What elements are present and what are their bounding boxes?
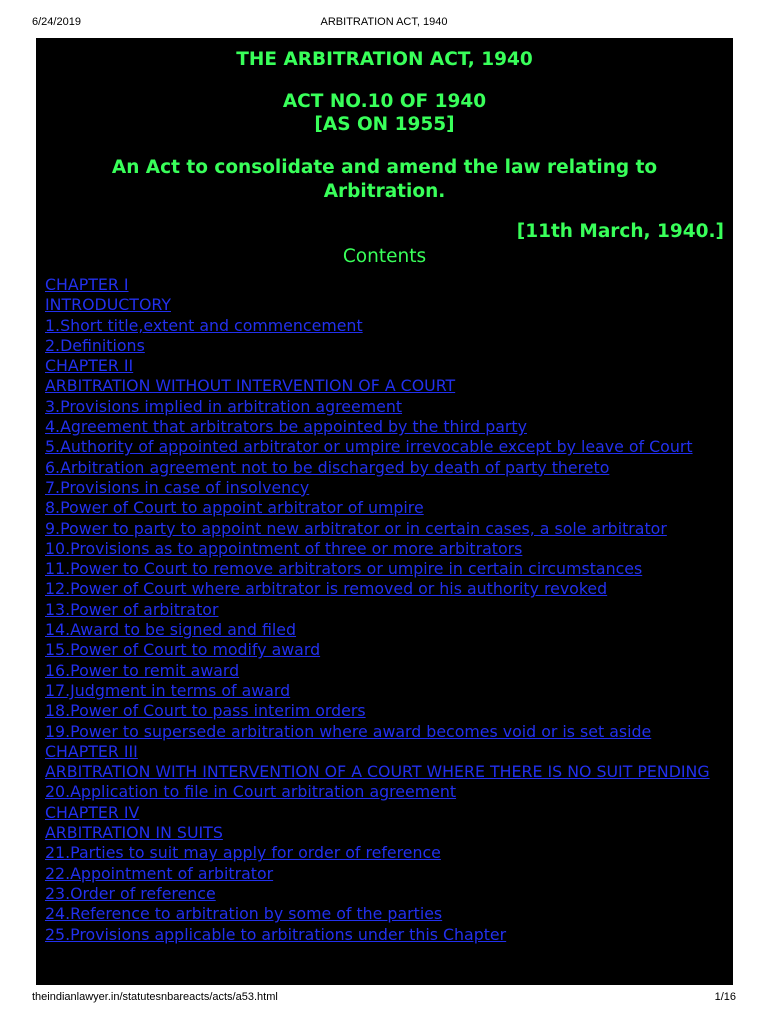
toc-link[interactable]: ARBITRATION WITHOUT INTERVENTION OF A COURT	[45, 376, 456, 396]
print-header	[32, 16, 736, 32]
toc-link[interactable]: 4.Agreement that arbitrators be appointed by the third party	[45, 417, 527, 437]
toc-link[interactable]: 11.Power to Court to remove arbitrators or umpire in certain circumstances	[45, 559, 643, 579]
act-preamble: An Act to consolidate and amend the law relating to Arbitration.	[111, 157, 658, 202]
act-date: [11th March, 1940.]	[516, 221, 724, 242]
toc-link[interactable]: 18.Power of Court to pass interim orders	[45, 701, 366, 721]
toc-link[interactable]: CHAPTER IV	[45, 802, 140, 822]
toc-link[interactable]: 17.Judgment in terms of award	[45, 680, 291, 700]
toc-link[interactable]: 24.Reference to arbitration by some of the parties	[45, 904, 443, 924]
toc-link[interactable]: 8.Power of Court to appoint arbitrator of umpire	[45, 498, 424, 518]
toc-link[interactable]: 6.Arbitration agreement not to be discharged by death of party thereto	[45, 457, 610, 477]
toc-link[interactable]: ARBITRATION WITH INTERVENTION OF A COURT WHERE THERE IS NO SUIT PENDING	[45, 762, 710, 782]
toc-link[interactable]: 13.Power of arbitrator	[45, 599, 219, 619]
toc-link[interactable]: 5.Authority of appointed arbitrator or umpire irrevocable except by leave of Court	[45, 437, 693, 457]
act-number: ACT NO.10 OF 1940	[282, 91, 487, 112]
toc-link[interactable]: CHAPTER II	[45, 356, 134, 376]
toc-link[interactable]: 7.Provisions in case of insolvency	[45, 477, 310, 497]
toc-link[interactable]: 21.Parties to suit may apply for order of reference	[45, 843, 441, 863]
toc-link[interactable]: 1.Short title,extent and commencement	[45, 315, 363, 335]
print-url: theindianlawyer.in/statutesnbareacts/acts/a53.html	[32, 991, 278, 1003]
toc-link[interactable]: 3.Provisions implied in arbitration agreement	[45, 396, 403, 416]
toc-link[interactable]: 19.Power to supersede arbitration where award becomes void or is set aside	[45, 721, 652, 741]
act-number-block	[45, 90, 724, 136]
toc-link[interactable]: 15.Power of Court to modify award	[45, 640, 321, 660]
toc-link[interactable]: 10.Provisions as to appointment of three or more arbitrators	[45, 538, 523, 558]
toc-link[interactable]: 25.Provisions applicable to arbitrations under this Chapter	[45, 924, 507, 944]
contents-heading: Contents	[342, 246, 427, 267]
act-title: THE ARBITRATION ACT, 1940	[236, 49, 533, 70]
toc-link[interactable]: 22.Appointment of arbitrator	[45, 863, 274, 883]
toc-link[interactable]: 12.Power of Court where arbitrator is removed or his authority revoked	[45, 579, 608, 599]
print-footer	[32, 991, 736, 1007]
toc-link[interactable]: CHAPTER I	[45, 275, 129, 294]
toc-link[interactable]: 9.Power to party to appoint new arbitrator or in certain cases, a sole arbitrator	[45, 518, 667, 538]
toc-link[interactable]: 2.Definitions	[45, 335, 145, 355]
toc-link[interactable]: 14.Award to be signed and filed	[45, 620, 297, 640]
toc-link[interactable]: 16.Power to remit award	[45, 660, 240, 680]
act-as-on: [AS ON 1955]	[314, 114, 455, 135]
page-number: 1/16	[714, 991, 736, 1003]
toc-link[interactable]: 23.Order of reference	[45, 883, 216, 903]
toc-link[interactable]: 20.Application to file in Court arbitration agreement	[45, 782, 457, 802]
toc-link[interactable]: INTRODUCTORY	[45, 295, 171, 315]
print-date: 6/24/2019	[32, 16, 81, 28]
toc-link[interactable]: ARBITRATION IN SUITS	[45, 823, 223, 843]
toc-link[interactable]: CHAPTER III	[45, 741, 138, 761]
table-of-contents	[45, 275, 724, 945]
document-body	[36, 38, 733, 985]
print-title: ARBITRATION ACT, 1940	[320, 16, 448, 28]
